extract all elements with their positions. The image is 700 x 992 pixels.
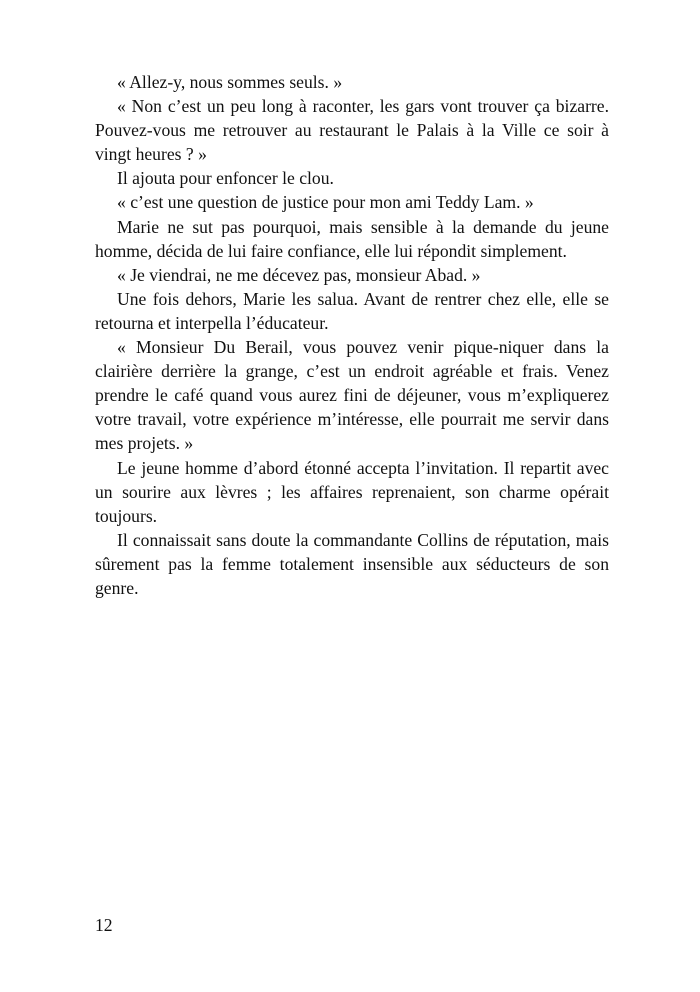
paragraph-7: Une fois dehors, Marie les salua. Avant de rentrer chez elle, elle se retourna et interpella l’éducateur. (95, 288, 609, 333)
page-body (95, 70, 609, 600)
paragraph-8: « Monsieur Du Berail, vous pouvez venir pique-niquer dans la clairière derrière la grange, c’est un endroit agréable et frais. Venez prendre le café quand vous aurez fini de déjeuner, vous m’expliquerez votre travail, votre expérience m’intéresse, elle pourrait me servir dans mes projets. » (95, 337, 609, 454)
paragraph-4: « c’est une question de justice pour mon ami Teddy Lam. » (117, 192, 534, 213)
paragraph-1: « Allez-y, nous sommes seuls. » (117, 72, 343, 92)
paragraph-10: Il connaissait sans doute la commandante Collins de réputation, mais sûrement pas la femme totalement insensible aux séducteurs de son genre. (95, 529, 609, 598)
paragraph-9: Le jeune homme d’abord étonné accepta l’invitation. Il repartit avec un sourire aux lèvres ; les affaires reprenaient, son charme opérait toujours. (95, 457, 609, 526)
paragraph-5: Marie ne sut pas pourquoi, mais sensible à la demande du jeune homme, décida de lui faire confiance, elle lui répondit simplement. (95, 216, 609, 261)
paragraph-2: « Non c’est un peu long à raconter, les gars vont trouver ça bizarre. Pouvez-vous me retrouver au restaurant le Palais à la Ville ce soir à vingt heures ? » (95, 96, 609, 165)
paragraph-3: Il ajouta pour enfoncer le clou. (117, 168, 334, 189)
paragraph-6: « Je viendrai, ne me décevez pas, monsieur Abad. » (117, 264, 481, 285)
page-number: 12 (95, 915, 113, 935)
